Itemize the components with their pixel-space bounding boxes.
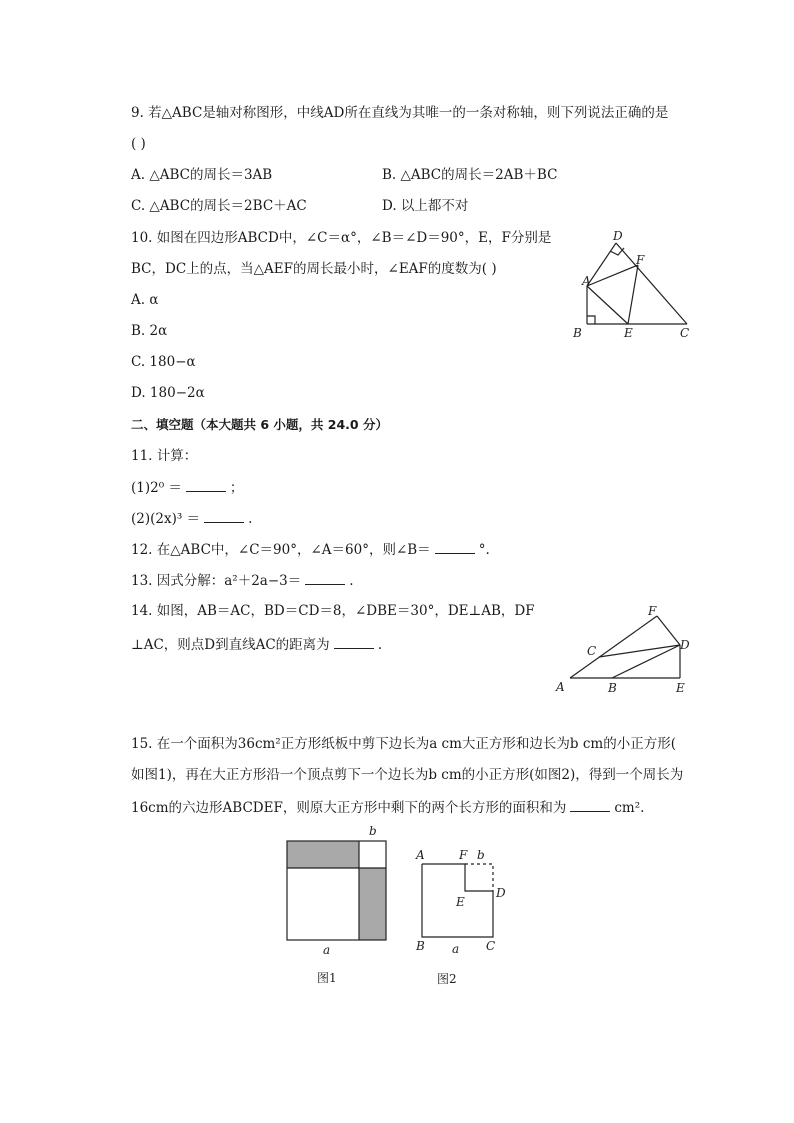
- q10-option-b: B. 2α: [131, 323, 168, 339]
- q11-stem: 11. 计算：: [131, 448, 198, 464]
- q15-fig1-shaded-top: [287, 841, 359, 868]
- q15-figure2: [410, 845, 520, 995]
- q15-figure1: [280, 822, 400, 992]
- q15-line1: 15. 在一个面积为36cm²正方形纸板中剪下边长为a cm大正方形和边长为b cm的小正方形(: [131, 736, 676, 752]
- q15-fig2-label-a: A: [416, 848, 425, 862]
- q14-blank[interactable]: [334, 635, 374, 649]
- q15-fig2-label-d: D: [496, 886, 506, 900]
- q14-line2-text: ⊥AC，则点D到直线AC的距离为: [131, 637, 330, 653]
- q9-option-c: C. △ABC的周长＝2BC＋AC: [131, 198, 307, 214]
- q15-fig2-label-b-small: b: [477, 848, 485, 862]
- q15-fig2-label-f: F: [459, 848, 468, 862]
- q11-part2-text: (2)(2x)³ ＝: [131, 511, 201, 527]
- q10-option-c: C. 180−α: [131, 354, 196, 370]
- q11-part2: [131, 509, 252, 528]
- q15-fig1-label-b: b: [369, 824, 377, 838]
- q14-end: .: [377, 637, 382, 653]
- q15-blank[interactable]: [570, 798, 610, 812]
- q12: [131, 540, 490, 559]
- q15-line3-text: 16cm的六边形ABCDEF，则原大正方形中剩下的两个长方形的面积和为: [131, 800, 567, 816]
- q15-unit: cm².: [614, 800, 645, 816]
- q14-label-d: D: [680, 638, 690, 652]
- q13-text: 13. 因式分解：a²＋2a−3＝: [131, 573, 302, 589]
- q9-option-b: B. △ABC的周长＝2AB＋BC: [382, 167, 558, 183]
- q13-end: .: [349, 573, 354, 589]
- q12-end: °.: [478, 542, 490, 558]
- q10-label-a: A: [582, 274, 591, 288]
- q9-option-a: A. △ABC的周长＝3AB: [131, 167, 273, 183]
- q15-fig1-label-a: a: [323, 943, 331, 957]
- q12-blank[interactable]: [435, 540, 475, 554]
- q10-quadrilateral-figure: [560, 226, 700, 346]
- q12-text: 12. 在△ABC中，∠C＝90°，∠A＝60°，则∠B＝: [131, 542, 431, 558]
- q10-label-f: F: [636, 253, 645, 267]
- q11-part1: [131, 478, 243, 497]
- q10-label-b: B: [573, 326, 582, 340]
- q15-fig1-shaded-right: [359, 868, 386, 940]
- q10-label-e: E: [624, 326, 633, 340]
- q14-line1: 14. 如图，AB＝AC，BD＝CD＝8，∠DBE＝30°，DE⊥AB，DF: [131, 603, 535, 619]
- q15-fig2-label-b: B: [416, 939, 425, 953]
- q9-stem: 9. 若△ABC是轴对称图形，中线AD所在直线为其唯一的一条对称轴，则下列说法正确的是: [131, 105, 669, 121]
- q15-line2: 如图1)，再在大正方形沿一个顶点剪下一个边长为b cm的小正方形(如图2)，得到一个周长为: [131, 767, 684, 783]
- q15-fig2-label-c: C: [486, 939, 496, 953]
- q10-label-d: D: [613, 229, 623, 243]
- q13: [131, 571, 354, 590]
- q14-label-b: B: [608, 681, 617, 695]
- q10-line2: BC，DC上的点，当△AEF的周长最小时，∠EAF的度数为( ): [131, 261, 497, 277]
- q11-part2-end: .: [248, 511, 253, 527]
- q10-label-c: C: [680, 326, 690, 340]
- q15-line3: [131, 798, 644, 817]
- q14-label-e: E: [676, 681, 685, 695]
- q14-label-a: A: [556, 680, 565, 694]
- q15-fig2-label-e: E: [456, 895, 465, 909]
- q10-option-a: A. α: [131, 292, 159, 308]
- q10-option-d: D. 180−2α: [131, 385, 205, 401]
- q9-answer-paren: ( ): [131, 136, 146, 152]
- q11-part1-blank[interactable]: [186, 478, 226, 492]
- q13-blank[interactable]: [305, 571, 345, 585]
- q15-fig2-caption: 图2: [437, 972, 457, 986]
- q14-line2: [131, 635, 382, 654]
- q11-part2-blank[interactable]: [204, 509, 244, 523]
- q14-label-f: F: [648, 604, 657, 618]
- q9-option-d: D. 以上都不对: [382, 198, 469, 214]
- q10-line1: 10. 如图在四边形ABCD中，∠C＝α°，∠B＝∠D＝90°，E，F分别是: [131, 230, 552, 246]
- q14-triangle-figure: [552, 600, 702, 700]
- section-fill-in-blank-title: 二、填空题（本大题共 6 小题，共 24.0 分）: [131, 417, 388, 432]
- q11-part1-text: (1)2⁰ ＝: [131, 480, 182, 496]
- q15-fig2-label-a-small: a: [452, 942, 460, 956]
- q15-fig1-caption: 图1: [317, 971, 337, 985]
- q14-label-c: C: [587, 644, 597, 658]
- q11-part1-end: ；: [229, 480, 244, 496]
